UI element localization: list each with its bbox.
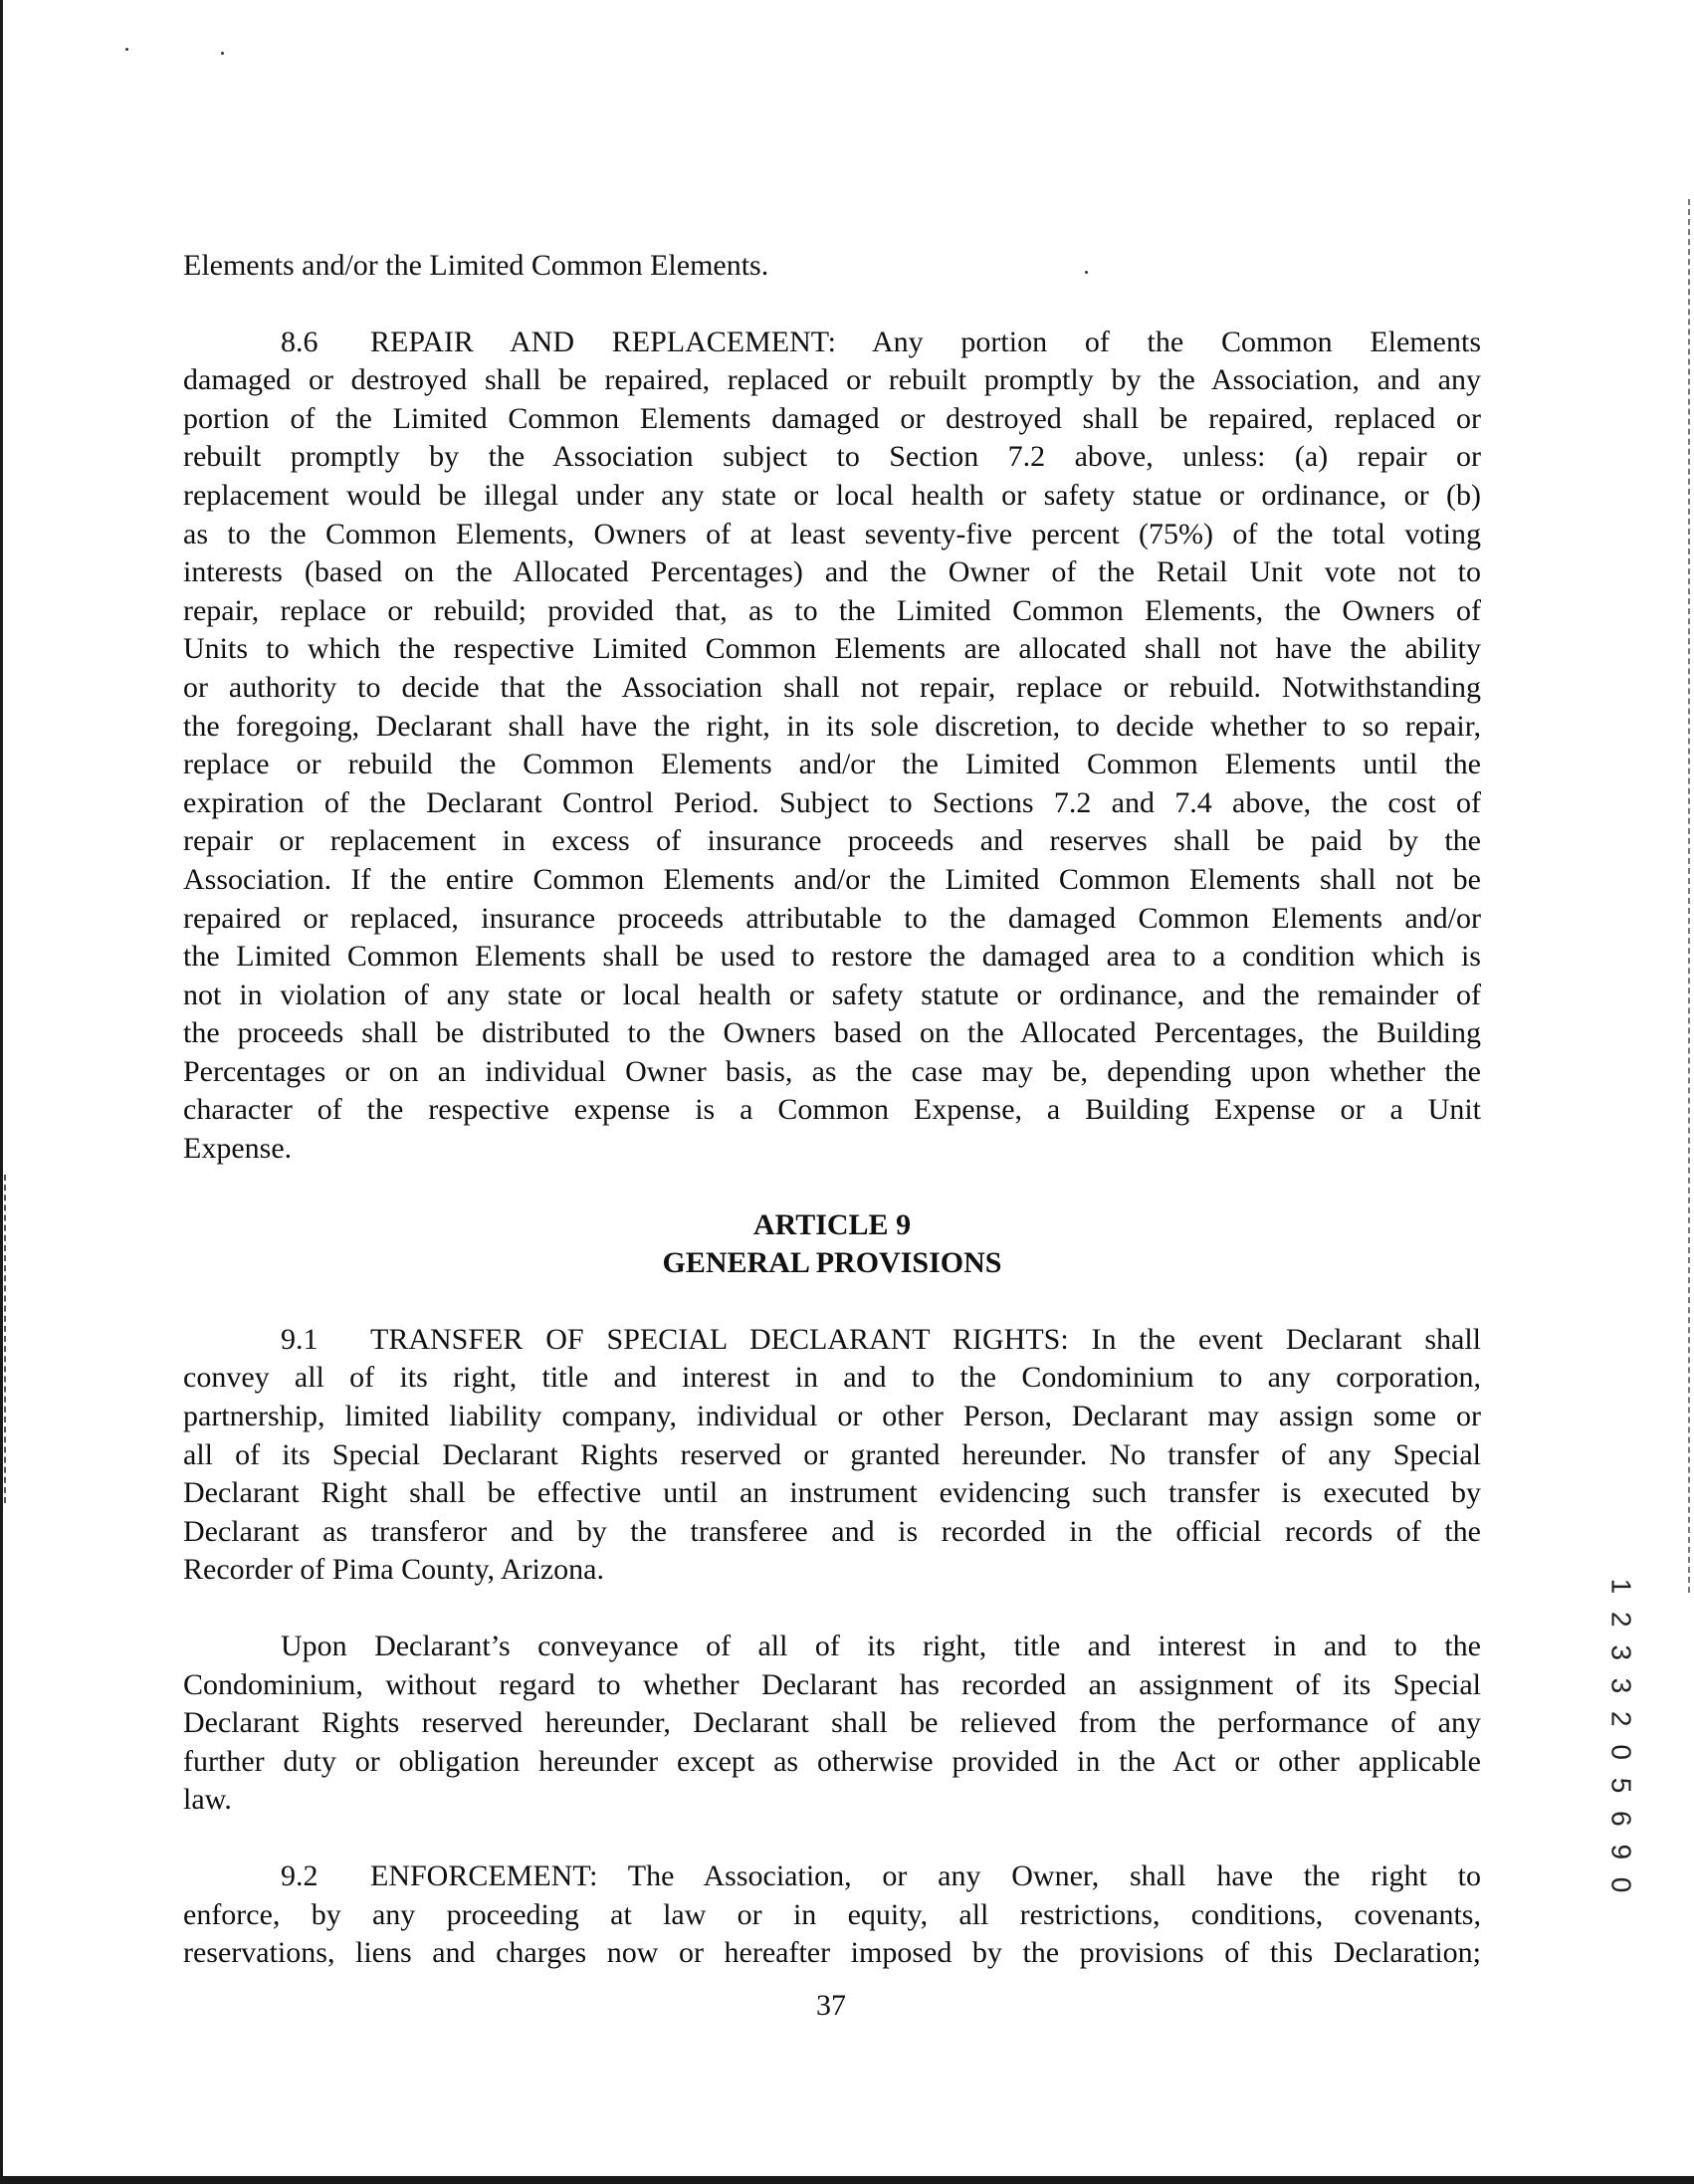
section-line: Percentages or on an individual Owner basis, as the case may be, depending upon whether the <box>183 1054 1481 1088</box>
section-line: the proceeds shall be distributed to the Owners based on the Allocated Percentages, the Building <box>183 1016 1481 1050</box>
section-line: repair, replace or rebuild; provided that, as to the Limited Common Elements, the Owners of <box>183 593 1481 627</box>
recording-stamp <box>1600 1578 1640 1898</box>
section-9-1 <box>183 1321 1481 1590</box>
section-number: 8.6 <box>281 325 318 358</box>
section-line: replace or rebuild the Common Elements and/or the Limited Common Elements until the <box>183 748 1481 781</box>
section-line: Declarant as transferor and by the transferee and is recorded in the official records of the <box>183 1514 1481 1548</box>
paragraph-gap <box>183 1590 1481 1628</box>
section-line: the foregoing, Declarant shall have the right, in its sole discretion, to decide whether to so repair, <box>183 709 1481 743</box>
scan-right-dashed-edge <box>1688 199 1690 1593</box>
section-line: repaired or replaced, insurance proceeds attributable to the damaged Common Elements and/or <box>183 901 1481 935</box>
opening-line: Elements and/or the Limited Common Elements. <box>183 249 769 282</box>
section-line: Expense. <box>183 1132 293 1166</box>
section-line <box>183 1857 1481 1896</box>
section-line: enforce, by any proceeding at law or in equity, all restrictions, conditions, covenants, <box>183 1897 1481 1931</box>
section-line: Upon Declarant’s conveyance of all of its right, title and interest in and to the <box>281 1630 1481 1662</box>
section-line: repair or replacement in excess of insurance proceeds and reserves shall be paid by the <box>183 824 1481 858</box>
section-line: Declarant Rights reserved hereunder, Declarant shall be relieved from the performance of any <box>183 1706 1481 1740</box>
section-9-2 <box>183 1857 1481 1973</box>
section-number: 9.1 <box>281 1322 318 1356</box>
section-heading-text: ENFORCEMENT: The Association, or any Owner, shall have the right to <box>370 1858 1481 1892</box>
article-subtitle: GENERAL PROVISIONS <box>662 1246 1002 1280</box>
section-heading-text: TRANSFER OF SPECIAL DECLARANT RIGHTS: In the event Declarant shall <box>370 1322 1481 1356</box>
section-line <box>183 324 1481 362</box>
paragraph-gap <box>183 1283 1481 1321</box>
section-line: further duty or obligation hereunder except as otherwise provided in the Act or other applicable <box>183 1744 1481 1778</box>
section-line: Association. If the entire Common Elements and/or the Limited Common Elements shall not be <box>183 862 1481 896</box>
section-line: all of its Special Declarant Rights reserved or granted hereunder. No transfer of any Special <box>183 1437 1481 1471</box>
section-line: expiration of the Declarant Control Period. Subject to Sections 7.2 and 7.4 above, the cost of <box>183 785 1481 819</box>
section-line <box>183 1321 1481 1360</box>
section-line: as to the Common Elements, Owners of at least seventy-five percent (75%) of the total voting <box>183 517 1481 550</box>
section-line: character of the respective expense is a Common Expense, a Building Expense or a Unit <box>183 1093 1481 1127</box>
paragraph-gap <box>183 1169 1481 1206</box>
section-line: convey all of its right, title and interest in and to the Condominium to any corporation, <box>183 1361 1481 1395</box>
scan-speck <box>125 48 128 51</box>
document-body <box>183 247 1481 1973</box>
section-line: Declarant Right shall be effective until an instrument evidencing such transfer is executed by <box>183 1476 1481 1510</box>
section-line: portion of the Limited Common Elements damaged or destroyed shall be repaired, replaced or <box>183 401 1481 435</box>
scan-bottom-edge <box>0 2176 1694 2184</box>
section-line: the Limited Common Elements shall be used to restore the damaged area to a condition which is <box>183 940 1481 974</box>
section-line: interests (based on the Allocated Percentages) and the Owner of the Retail Unit vote not to <box>183 555 1481 589</box>
section-9-1-paragraph-2 <box>183 1628 1481 1820</box>
page-number: 37 <box>816 1989 846 2022</box>
section-line: not in violation of any state or local health or safety statute or ordinance, and the remainder of <box>183 978 1481 1011</box>
scan-speck <box>221 52 224 55</box>
section-line: rebuilt promptly by the Association subject to Section 7.2 above, unless: (a) repair or <box>183 440 1481 474</box>
section-line: Units to which the respective Limited Common Elements are allocated shall not have the ability <box>183 632 1481 666</box>
section-line: Recorder of Pima County, Arizona. <box>183 1553 604 1587</box>
article-title: ARTICLE 9 <box>752 1207 912 1241</box>
section-line: Condominium, without regard to whether Declarant has recorded an assignment of its Special <box>183 1667 1481 1701</box>
section-line: reservations, liens and charges now or hereafter imposed by the provisions of this Declaration; <box>183 1936 1481 1970</box>
section-8-6 <box>183 324 1481 1169</box>
section-heading-text: REPAIR AND REPLACEMENT: Any portion of the Common Elements <box>370 325 1481 358</box>
section-number: 9.2 <box>281 1858 318 1892</box>
scan-left-edge <box>0 0 3 2184</box>
section-line: or authority to decide that the Association shall not repair, replace or rebuild. Notwithstanding <box>183 670 1481 704</box>
section-line: law. <box>183 1783 232 1817</box>
recording-stamp-text: 1 2 3 3 2 0 5 6 9 0 <box>1605 1578 1636 1898</box>
section-line: partnership, limited liability company, individual or other Person, Declarant may assign some or <box>183 1400 1481 1433</box>
section-line: replacement would be illegal under any state or local health or safety statue or ordinance, or (b) <box>183 478 1481 512</box>
paragraph-gap <box>183 1820 1481 1857</box>
paragraph-gap <box>183 286 1481 324</box>
scan-left-dashed-edge <box>4 1175 6 1503</box>
section-line: damaged or destroyed shall be repaired, replaced or rebuilt promptly by the Association, and any <box>183 363 1481 397</box>
